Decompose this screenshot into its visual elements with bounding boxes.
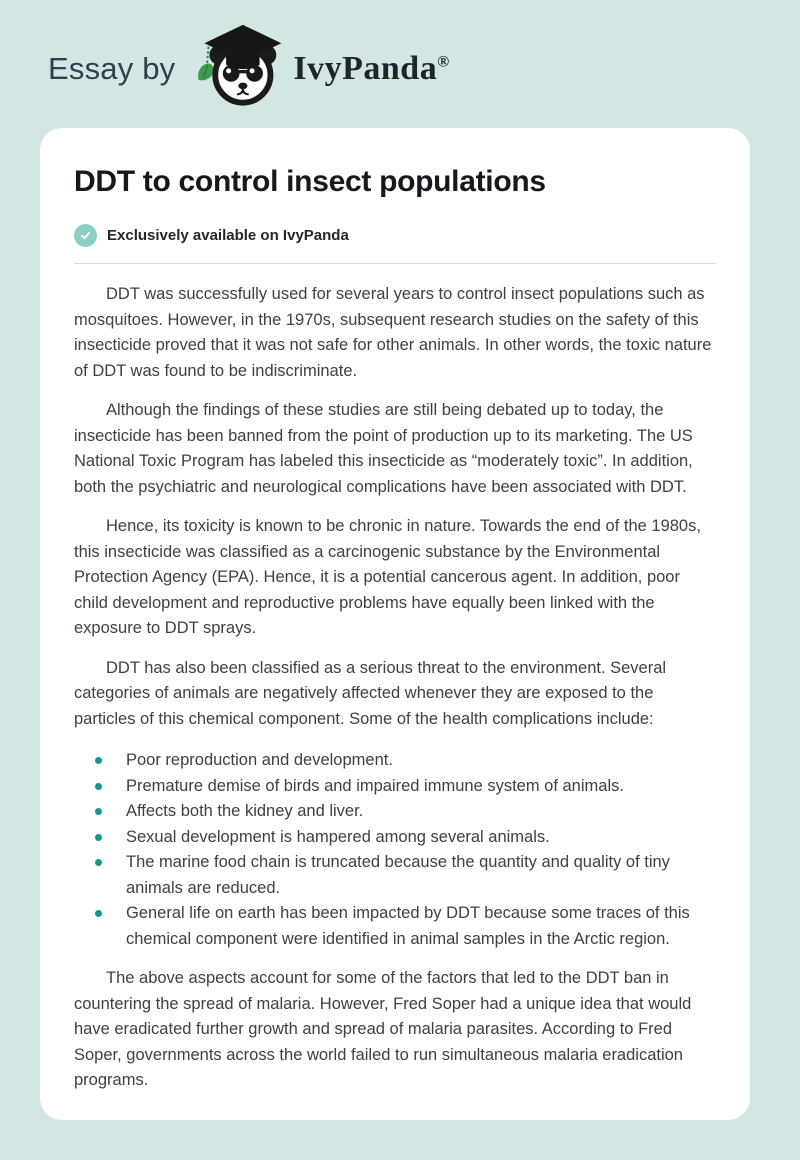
essay-paragraph: DDT has also been classified as a serious threat to the environment. Several categories of animals are negatively affected whenever they are exposed to the particles of this chemical component. Some of the health complications include: [74, 658, 667, 728]
list-item: Sexual development is hampered among several animals. [74, 825, 716, 851]
brand-name [293, 50, 449, 88]
exclusive-badge-label: Exclusively available on IvyPanda [107, 227, 349, 244]
divider [74, 263, 716, 264]
list-item: Premature demise of birds and impaired immune system of animals. [74, 774, 716, 800]
brand-text: IvyPanda [293, 50, 438, 87]
check-icon [74, 224, 97, 247]
list-item: Affects both the kidney and liver. [74, 799, 716, 825]
list-item: General life on earth has been impacted by DDT because some traces of this chemical component were identified in animal samples in the Arctic region. [74, 901, 716, 952]
essay-card [40, 128, 750, 1120]
registered-trademark: ® [437, 53, 450, 71]
essay-by-label: Essay by [48, 51, 176, 86]
essay-paragraph: DDT was successfully used for several years to control insect populations such as mosquitoes. However, in the 1970s, subsequent research studies on the safety of this insecticide proved that it was not safe for other animals. In other words, the toxic nature of DDT was found to be indiscriminate. [74, 285, 712, 380]
essay-paragraph: Hence, its toxicity is known to be chronic in nature. Towards the end of the 1980s, this insecticide was classified as a carcinogenic substance by the Environmental Protection Agency (EPA). Hence, it is a potential cancerous agent. In addition, poor child development and reproductive problems have equally been linked with the exposure to DDT sprays. [74, 517, 701, 637]
exclusive-badge [74, 224, 716, 247]
page-header [0, 0, 800, 108]
list-item: The marine food chain is truncated because the quantity and quality of tiny animals are reduced. [74, 850, 716, 901]
health-complications-list [74, 748, 716, 952]
page-title: DDT to control insect populations [74, 165, 546, 198]
list-item: Poor reproduction and development. [74, 748, 716, 774]
essay-paragraph: Although the findings of these studies are still being debated up to today, the insecticide has been banned from the point of production up to its marketing. The US National Toxic Program has labeled this insecticide as “moderately toxic”. In addition, both the psychiatric and neurological complications have been associated with DDT. [74, 401, 693, 496]
essay-paragraph: The above aspects account for some of the factors that led to the DDT ban in countering the spread of malaria. However, Fred Soper had a unique idea that would have eradicated further growth and spread of malaria parasites. According to Fred Soper, governments across the world failed to run simultaneous malaria eradication programs. [74, 969, 692, 1089]
panda-graduate-logo-icon [191, 23, 283, 112]
